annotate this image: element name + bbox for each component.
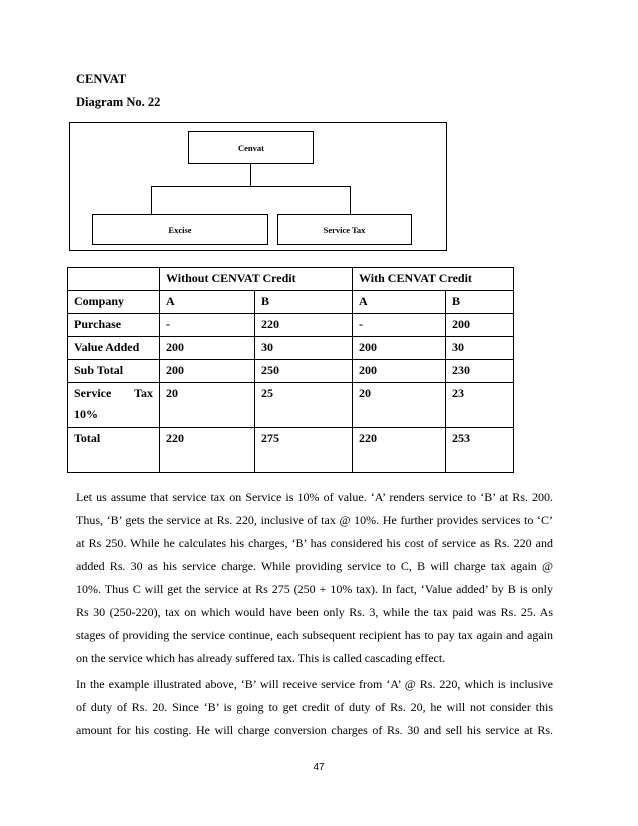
- table-row: [68, 360, 514, 383]
- text-line: In the example illustrated above, ‘B’ will receive service from ‘A’ @ Rs. 220, which is inclusive: [76, 677, 553, 691]
- table-row: [68, 291, 514, 314]
- text-line: on the service which has already suffered tax. This is called cascading effect.: [76, 651, 446, 665]
- table-cell: 20: [160, 383, 255, 428]
- table-cell: 20: [353, 383, 446, 428]
- paragraph-cascading-effect: [76, 486, 553, 670]
- table-row: [68, 314, 514, 337]
- table-cell: 200: [353, 360, 446, 383]
- table-cell: 220: [160, 428, 255, 473]
- diagram-connector-horizontal: [151, 186, 350, 187]
- document-title: CENVAT: [76, 72, 127, 86]
- table-cell: 200: [353, 337, 446, 360]
- group-header-with-credit: With CENVAT Credit: [353, 268, 514, 291]
- table-cell: 220: [255, 314, 353, 337]
- text-line: stages of providing the service continue, each subsequent recipient has to pay tax again and again: [76, 628, 553, 642]
- text-line: at Rs 250. While he calculates his charges, ‘B’ has considered his cost of service as Rs. 220 and: [76, 536, 553, 550]
- diagram-connector-right: [350, 186, 351, 214]
- table-cell: Value Added: [68, 337, 160, 360]
- text-line: amount for his costing. He will charge conversion charges of Rs. 30 and sell his service at Rs.: [76, 723, 553, 737]
- table-cell: A: [160, 291, 255, 314]
- table-cell: 230: [446, 360, 514, 383]
- cenvat-credit-table: [67, 267, 514, 473]
- table-cell: 23: [446, 383, 514, 428]
- table-cell: B: [255, 291, 353, 314]
- text-line: of duty of Rs. 20. Since ‘B’ is going to get credit of duty of Rs. 20, he will not consider this: [76, 700, 553, 714]
- table-cell: Company: [68, 291, 160, 314]
- paragraph-example: [76, 673, 553, 742]
- table-cell: 200: [446, 314, 514, 337]
- table-cell: 250: [255, 360, 353, 383]
- text-line: 10%. Thus C will get the service at Rs 275 (250 + 10% tax). In fact, ‘Value added’ by B is only: [76, 582, 553, 596]
- table-cell: 200: [160, 360, 255, 383]
- service-label-word: Tax: [134, 386, 153, 400]
- table-header-row: [68, 268, 514, 291]
- diagram-node-excise: Excise: [92, 214, 268, 245]
- table-cell: 30: [255, 337, 353, 360]
- table-cell: 220: [353, 428, 446, 473]
- page-number: 47: [313, 762, 325, 773]
- service-label-rate: 10%: [74, 407, 98, 421]
- table-cell: A: [353, 291, 446, 314]
- text-line: added Rs. 30 as his service charge. While providing service to C, B will charge tax again @: [76, 559, 553, 573]
- diagram-connector-vertical: [250, 164, 251, 186]
- table-cell: [68, 268, 160, 291]
- diagram-node-cenvat: Cenvat: [188, 131, 314, 164]
- table-cell: Sub Total: [68, 360, 160, 383]
- group-header-without-credit: Without CENVAT Credit: [160, 268, 353, 291]
- table-cell-service-tax: [68, 383, 160, 428]
- diagram-node-service-tax: Service Tax: [277, 214, 412, 245]
- table-cell: Total: [68, 428, 160, 473]
- table-cell: 30: [446, 337, 514, 360]
- table-cell: 253: [446, 428, 514, 473]
- table-cell: B: [446, 291, 514, 314]
- diagram-connector-left: [151, 186, 152, 214]
- cenvat-diagram: [69, 122, 447, 251]
- table-cell: -: [353, 314, 446, 337]
- text-line: Rs 30 (250-220), tax on which would have been only Rs. 3, while the tax paid was Rs. 25. As: [76, 605, 553, 619]
- text-line: Let us assume that service tax on Service is 10% of value. ‘A’ renders service to ‘B’ at Rs. 200.: [76, 490, 553, 504]
- table-row: [68, 428, 514, 473]
- text-line: Thus, ‘B’ gets the service at Rs. 220, inclusive of tax @ 10%. He further provides services to ‘C’: [76, 513, 553, 527]
- table-cell: 275: [255, 428, 353, 473]
- service-label-word: Service: [74, 386, 112, 400]
- table-row: [68, 337, 514, 360]
- diagram-label: Diagram No. 22: [76, 95, 161, 109]
- table-cell: -: [160, 314, 255, 337]
- table-cell: Purchase: [68, 314, 160, 337]
- table-cell: 25: [255, 383, 353, 428]
- table-cell: 200: [160, 337, 255, 360]
- table-row: [68, 383, 514, 428]
